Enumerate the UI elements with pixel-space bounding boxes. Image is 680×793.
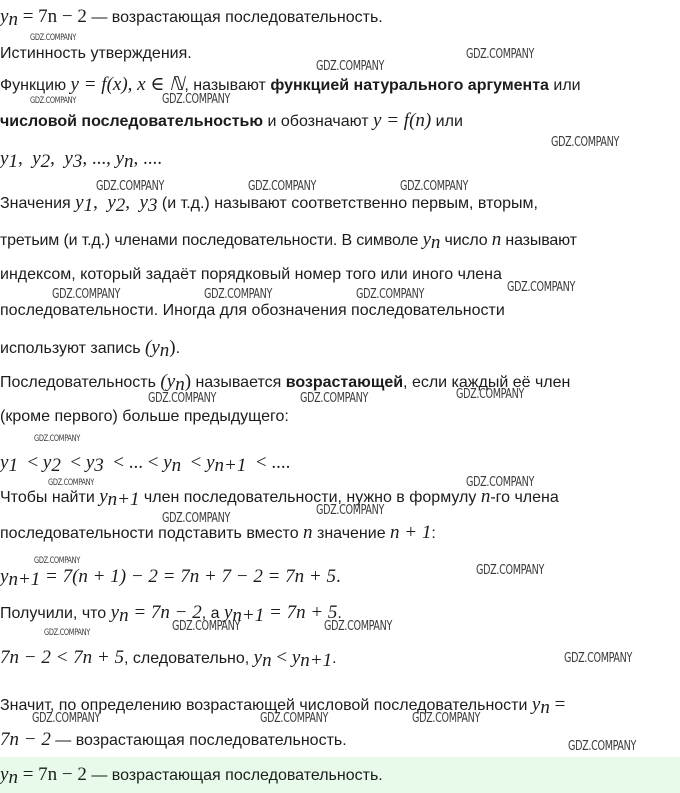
text: — возрастающая последовательность. [50,732,347,749]
math-sub: 3 [72,151,83,172]
math: y [107,192,116,213]
math: , ..., [82,148,116,169]
values-line: Значения $y_1$, $y_2$, $y_3$ (и т.д.) называют соответственно первым, вторым, [0,192,538,216]
math-sub: 2 [115,195,126,216]
text: , а [201,605,224,622]
record-line [0,337,180,360]
text: . [175,340,181,357]
watermark: GDZ.COMPANY [172,619,241,634]
math: n [491,229,502,250]
math: y [110,602,120,623]
math-sub: 1 [8,151,18,172]
math: (y [160,371,176,392]
text: Чтобы найти [0,489,100,506]
conclusion-line-1 [0,694,565,717]
watermark: GDZ.COMPANY [564,651,633,666]
watermark: GDZ.COMPANY [44,628,90,638]
watermark: GDZ.COMPANY [400,179,469,194]
math: 7n − 2 < 7n + 5 [0,647,124,668]
watermark: GDZ.COMPANY [551,135,620,150]
math-sub: n [159,340,170,361]
math-sub: n [430,232,441,253]
watermark: GDZ.COMPANY [466,475,535,490]
math: y = f(n) [373,110,432,131]
watermark: GDZ.COMPANY [507,280,576,295]
watermark: GDZ.COMPANY [466,47,535,62]
math: y [422,229,431,250]
watermark: GDZ.COMPANY [34,556,80,566]
text: значение [312,525,391,542]
math-sub: 2 [51,455,61,476]
substitute-line [0,522,436,545]
math-sub: n [119,605,129,626]
math: ... [128,452,143,473]
math: y [531,694,541,715]
math-sub: n+1 [232,605,265,626]
text: и обозначают [263,113,374,130]
math-var: y [0,6,9,27]
bold-term: числовой последовательностью [0,113,264,130]
math: .... [271,452,291,473]
math: y [291,647,301,668]
watermark: GDZ.COMPANY [52,287,121,302]
text: : [431,525,436,542]
text: используют запись [0,340,146,357]
members-line [0,229,577,252]
answer-line [0,764,383,787]
watermark: GDZ.COMPANY [356,287,425,302]
text: , если каждый её член [403,374,571,391]
math: < [271,647,292,668]
math: y [0,566,9,587]
heading-truth: Истинность утверждения. [0,45,192,62]
watermark: GDZ.COMPANY [324,619,393,634]
text: или [548,77,581,94]
watermark: GDZ.COMPANY [148,391,217,406]
math: = [549,694,566,715]
math: y [206,452,215,473]
math: ) [169,337,176,358]
inequality-chain: $y_1 < y_2 < y_3$ < ... < $y_n < y_{n+1}$ < .... [0,452,291,476]
math-sub: 1 [83,195,94,216]
math-sub: n [8,9,18,30]
definition-line-1 [0,74,581,97]
math: y [99,486,108,507]
watermark: GDZ.COMPANY [32,711,101,726]
math: y [75,192,84,213]
watermark: GDZ.COMPANY [412,711,481,726]
math: y [253,647,263,668]
math-sub: n+1 [214,455,247,476]
watermark: GDZ.COMPANY [260,711,329,726]
notation-line: последовательности. Иногда для обозначения последовательности [0,302,505,319]
statement-line [0,6,383,29]
watermark: GDZ.COMPANY [34,434,80,444]
text: , следовательно, [123,650,254,667]
math-sub: n [8,767,18,788]
watermark: GDZ.COMPANY [316,59,385,74]
text: называют [501,232,577,249]
math: y [64,148,73,169]
math: = 7n − 2 [128,602,202,623]
conclusion-line-2 [0,729,347,752]
text: . [337,605,342,622]
math: y [0,148,9,169]
watermark: GDZ.COMPANY [248,179,317,194]
math: . [336,566,341,587]
math-sub: 1 [8,455,18,476]
math: y [163,452,172,473]
math: y [32,148,41,169]
text: (и т.д.) называют соответственно первым, вторым, [157,195,538,212]
text: или [431,113,463,130]
text: Значения [0,195,76,212]
math: y [139,192,148,213]
increasing-definition [0,371,570,394]
text: член последовательности, нужно в формулу [139,489,481,506]
text: . [332,650,337,667]
find-term-line [0,486,559,509]
watermark: GDZ.COMPANY [476,563,545,578]
text: Получили, что [0,605,111,622]
math: n [303,522,313,543]
definition-line-2 [0,110,463,133]
math-sub: n [175,374,185,395]
watermark: GDZ.COMPANY [96,179,165,194]
index-line: индексом, который задаёт порядковый номер того или иного члена [0,266,502,283]
sequence-notation: $y_1$, $y_2$, $y_3$, ..., $y_n$, .... [0,148,162,172]
watermark: GDZ.COMPANY [162,92,231,107]
math: (y [145,337,160,358]
increasing-definition-2: (кроме первого) больше предыдущего: [0,408,289,425]
text: — возрастающая последовательность. [86,9,383,26]
watermark: GDZ.COMPANY [30,96,76,106]
text: последовательности подставить вместо [0,525,304,542]
math-sub: 2 [40,151,51,172]
text: третьим (и т.д.) членами последовательности. В символе [0,232,423,249]
result-line [0,602,342,625]
math: n [480,486,491,507]
text: называется [191,374,286,391]
math-sub: 3 [147,195,158,216]
math: = 7n + 5 [264,602,338,623]
math: , .... [133,148,162,169]
watermark: GDZ.COMPANY [48,478,94,488]
text: Последовательность [0,374,161,391]
calculation-line [0,566,341,589]
math-sub: n+1 [8,569,41,590]
math-sub: n+1 [107,489,140,510]
math: ) [184,371,192,392]
math: = 7n − 2 [17,764,87,785]
bold-term: функцией натурального аргумента [270,77,549,94]
comparison-line [0,647,337,670]
math-sub: n [262,650,272,671]
math: = 7(n + 1) − 2 = 7n + 7 − 2 = 7n + 5 [40,566,336,587]
text: -го члена [490,489,559,506]
watermark: GDZ.COMPANY [204,287,273,302]
watermark: GDZ.COMPANY [30,33,76,43]
watermark: GDZ.COMPANY [568,739,637,754]
math: n + 1 [390,522,432,543]
math: y [115,148,124,169]
watermark: GDZ.COMPANY [162,511,231,526]
math: 7n − 2 [0,729,51,750]
math: y [0,452,9,473]
math: y [0,764,9,785]
text: , называют [184,77,271,94]
math: y [42,452,52,473]
text: Значит, по определению возрастающей числовой последовательности [0,697,532,714]
math-sub: n [540,697,550,718]
watermark: GDZ.COMPANY [300,391,369,406]
math: y [223,602,233,623]
math: y [85,452,95,473]
text: число [440,232,492,249]
math-eq: = 7n − 2 [17,6,87,27]
math-sub: n [124,151,134,172]
text: — возрастающая последовательность. [86,767,383,784]
math-sub: 3 [94,455,104,476]
watermark: GDZ.COMPANY [456,387,525,402]
watermark: GDZ.COMPANY [316,503,385,518]
math: y = f(x), x ∈ ℕ [70,74,185,95]
math-sub: n [171,455,182,476]
bold-term: возрастающей [285,374,404,391]
math-sub: n+1 [300,650,333,671]
text: Функцию [0,77,71,94]
